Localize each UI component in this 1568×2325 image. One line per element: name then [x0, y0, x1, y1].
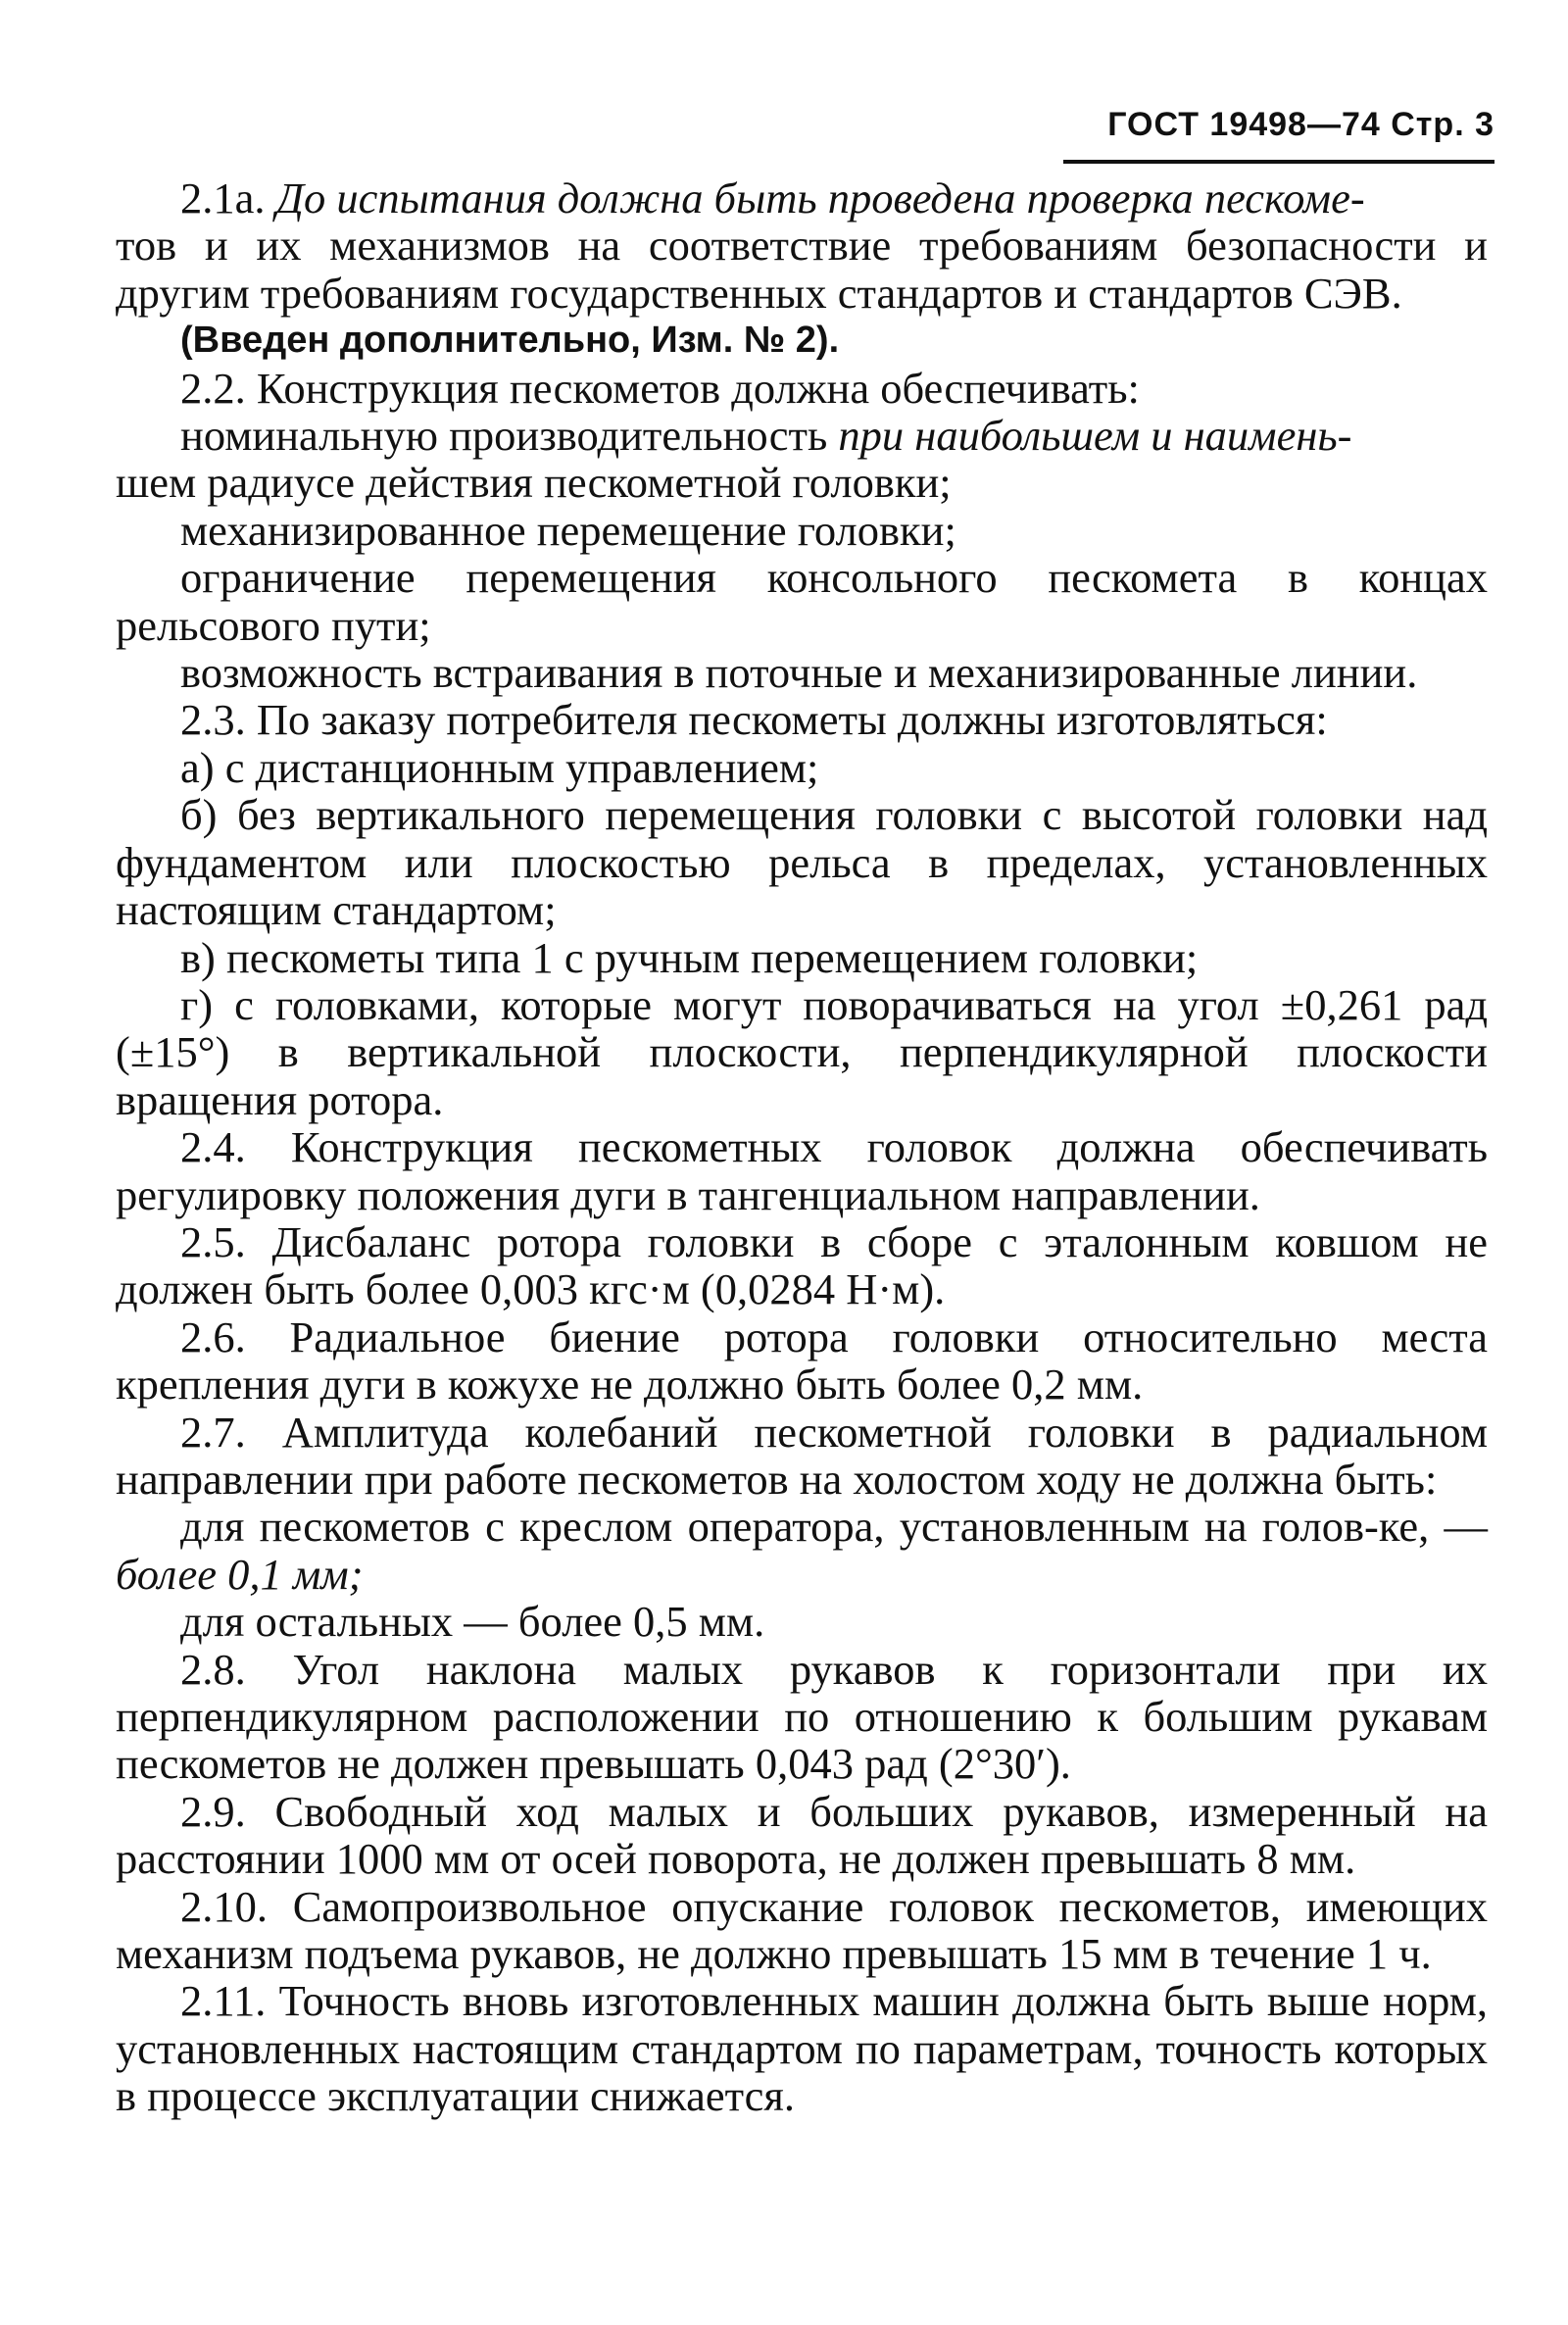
clause-2-2-item-limit: ограничение перемещения консольного пескомета в концах рельсового пути;	[116, 553, 1488, 650]
running-head: ГОСТ 19498—74 Стр. 3	[1063, 106, 1494, 164]
clause-2-2-item-capacity	[116, 412, 1488, 507]
clause-2-3: 2.3. По заказу потребителя пескометы должны изготовляться:	[180, 695, 1328, 745]
clause-2-9: 2.9. Свободный ход малых и больших рукавов, измеренный на расстоянии 1000 мм от осей поворота, не должен превышать 8 мм.	[116, 1786, 1488, 1884]
clause-italic-text: при наибольшем и наимень-	[838, 411, 1352, 461]
clause-2-3-item-a: а) с дистанционным управлением;	[180, 742, 819, 792]
clause-2-5: 2.5. Дисбаланс ротора головки в сборе с эталонным ковшом не должен быть более 0,003 кгс·м (0,0284 Н·м).	[116, 1216, 1488, 1314]
clause-2-7: 2.7. Амплитуда колебаний пескометной головки в радиальном направлении при работе пескометов на холостом ходу не должна быть:	[116, 1407, 1488, 1504]
clause-2-3-item-d: г) с головками, которые могут поворачиваться на угол ±0,261 рад (±15°) в вертикальной плоскости, перпендикулярной плоскости вращения ротора.	[116, 979, 1488, 1124]
clause-2-10: 2.10. Самопроизвольное опускание головок пескометов, имеющих механизм подъема рукавов, не должно превышать 15 мм в течение 1 ч.	[116, 1881, 1488, 1979]
clause-2-7-item-operator	[116, 1503, 1488, 1598]
clause-text-continued: шем радиусе действия пескометной головки;	[116, 458, 952, 508]
document-body	[116, 174, 1488, 2120]
clause-italic-text: До испытания должна быть проведена проверка пескоме-	[275, 173, 1365, 223]
clause-2-7-item-others: для остальных — более 0,5 мм.	[180, 1597, 765, 1647]
clause-2-1a	[116, 174, 1488, 317]
clause-2-2: 2.2. Конструкция пескометов должна обеспечивать:	[180, 363, 1140, 413]
clause-italic-text: более 0,1 мм;	[116, 1549, 364, 1599]
clause-2-6: 2.6. Радиальное биение ротора головки относительно места крепления дуги в кожухе не должно быть более 0,2 мм.	[116, 1311, 1488, 1410]
clause-text: для пескометов с креслом оператора, установленным на голов-ке, —	[180, 1502, 1488, 1552]
amendment-note: (Введен дополнительно, Изм. № 2).	[180, 320, 840, 362]
clause-2-3-item-c: в) пескометы типа 1 с ручным перемещением головки;	[180, 932, 1199, 982]
clause-text: тов и их механизмов на соответствие требованиям безопасности и другим требованиям государственных стандартов и стандартов СЭВ.	[116, 221, 1488, 318]
clause-2-11: 2.11. Точность вновь изготовленных машин должна быть выше норм, установленных настоящим стандартом по параметрам, точность которых в процессе эксплуатации снижается.	[116, 1976, 1488, 2121]
clause-2-3-item-b: б) без вертикального перемещения головки с высотой головки над фундаментом или плоскостью рельса в пределах, установленных настоящим стандартом;	[116, 790, 1488, 935]
clause-text: номинальную производительность	[180, 411, 839, 461]
clause-2-8: 2.8. Угол наклона малых рукавов к горизонтали при их перпендикулярном расположении по отношению к большим рукавам пескометов не должен превышать 0,043 рад (2°30′).	[116, 1644, 1488, 1789]
clause-2-2-item-movement: механизированное перемещение головки;	[180, 505, 956, 555]
clause-2-2-item-integration: возможность встраивания в поточные и механизированные линии.	[180, 648, 1418, 698]
clause-2-4: 2.4. Конструкция пескометных головок должна обеспечивать регулировку положения дуги в тангенциальном направлении.	[116, 1122, 1488, 1219]
clause-number: 2.1а.	[180, 173, 266, 223]
